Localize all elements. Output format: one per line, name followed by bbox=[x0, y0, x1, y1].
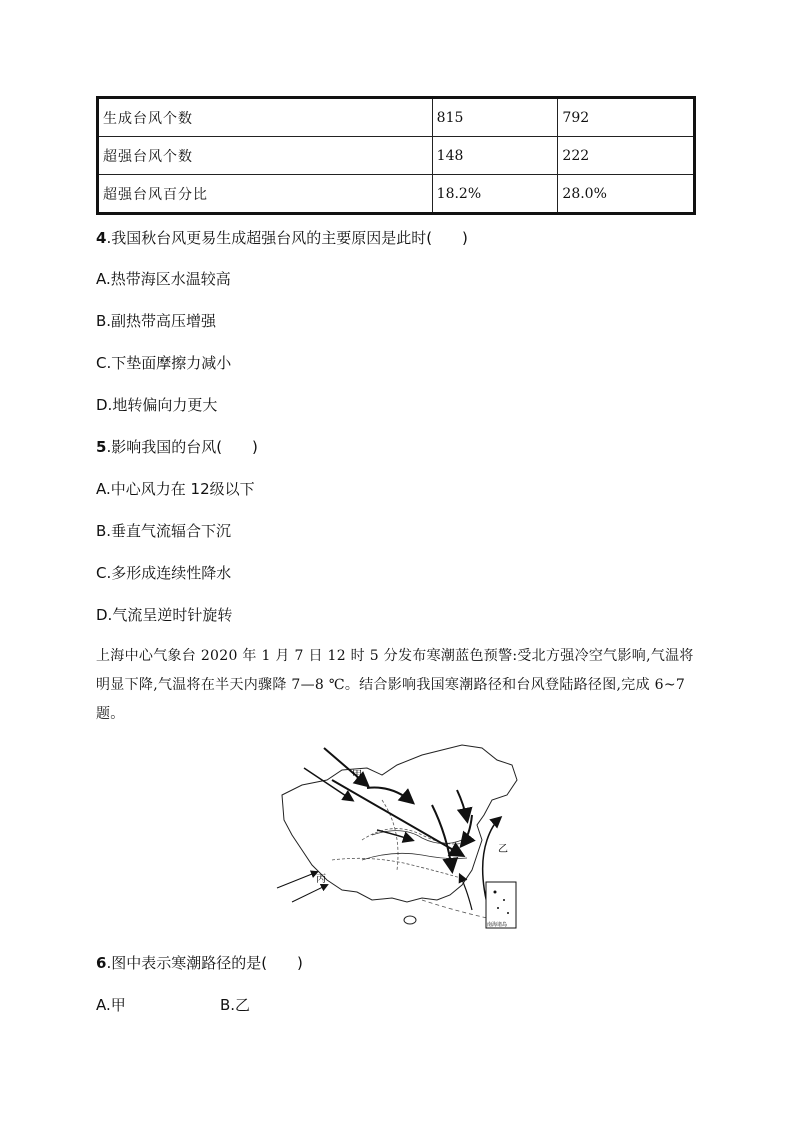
question-text: .影响我国的台风( ) bbox=[106, 438, 258, 456]
table-cell: 148 bbox=[432, 137, 558, 175]
question-text: .图中表示寒潮路径的是( ) bbox=[106, 954, 303, 972]
passage-text: 上海中心气象台 2020 年 1 月 7 日 12 时 5 分发布寒潮蓝色预警:受北方强冷空气影响,气温将明显下降,气温将在半天内骤降 7—8 ℃。结合影响我国寒潮路径和台风登陆路径图,完成 6~7 题。 bbox=[96, 648, 694, 722]
table-cell: 28.0% bbox=[558, 175, 695, 214]
q4-option-c[interactable]: C.下垫面摩擦力减小 bbox=[96, 354, 232, 372]
question-number: 6 bbox=[96, 954, 107, 972]
q5-option-d[interactable]: D.气流呈逆时针旋转 bbox=[96, 606, 233, 624]
label-bing: 丙 bbox=[316, 874, 326, 885]
q4-option-d[interactable]: D.地转偏向力更大 bbox=[96, 396, 218, 414]
question-5-stem bbox=[96, 436, 258, 457]
question-4-stem bbox=[96, 227, 468, 248]
inset-label: 南海诸岛 bbox=[487, 922, 508, 928]
table-cell: 18.2% bbox=[432, 175, 558, 214]
label-jia: 甲 bbox=[352, 770, 362, 781]
q4-option-a[interactable]: A.热带海区水温较高 bbox=[96, 270, 231, 288]
q6-option-a[interactable]: A.甲 bbox=[96, 996, 126, 1014]
table-cell: 815 bbox=[432, 98, 558, 137]
question-text: .我国秋台风更易生成超强台风的主要原因是此时( ) bbox=[106, 229, 468, 247]
table-cell: 超强台风个数 bbox=[98, 137, 433, 175]
hainan-island bbox=[404, 916, 416, 924]
label-yi: 乙 bbox=[498, 844, 508, 855]
table-row bbox=[98, 175, 695, 214]
cold-wave-typhoon-map bbox=[272, 740, 536, 930]
question-number: 4 bbox=[96, 229, 107, 247]
table-cell: 792 bbox=[558, 98, 695, 137]
table-row bbox=[98, 137, 695, 175]
q5-option-c[interactable]: C.多形成连续性降水 bbox=[96, 564, 232, 582]
typhoon-stats-table bbox=[96, 96, 696, 215]
question-number: 5 bbox=[96, 438, 107, 456]
q6-option-b[interactable]: B.乙 bbox=[220, 996, 251, 1014]
table-cell: 222 bbox=[558, 137, 695, 175]
table-cell: 超强台风百分比 bbox=[98, 175, 433, 214]
table-cell: 生成台风个数 bbox=[98, 98, 433, 137]
table-row bbox=[98, 98, 695, 137]
question-6-stem bbox=[96, 952, 303, 973]
q5-option-b[interactable]: B.垂直气流辐合下沉 bbox=[96, 522, 232, 540]
q5-option-a[interactable]: A.中心风力在 12级以下 bbox=[96, 480, 255, 498]
q4-option-b[interactable]: B.副热带高压增强 bbox=[96, 312, 217, 330]
